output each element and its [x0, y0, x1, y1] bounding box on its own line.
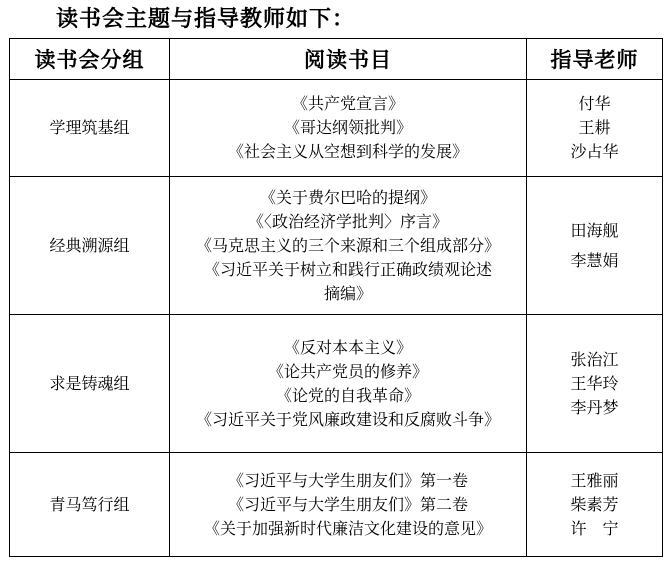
group-name: 经典溯源组	[10, 177, 170, 315]
teacher-name: 田海舰	[570, 220, 619, 240]
teacher-name: 李慧娟	[570, 250, 619, 270]
teacher-name: 李丹梦	[570, 397, 619, 417]
teacher-name: 柴素芳	[570, 494, 619, 514]
table-row	[10, 315, 663, 453]
book-title: 《论党的自我革命》	[275, 385, 420, 405]
teacher-list	[527, 315, 663, 453]
book-title: 《习近平关于党风廉政建设和反腐败斗争》	[195, 409, 500, 429]
book-title: 《习近平与大学生朋友们》第二卷	[227, 494, 468, 514]
header-group: 读书会分组	[10, 39, 170, 80]
teacher-name: 许 宁	[570, 518, 619, 538]
book-list	[170, 453, 527, 557]
book-title: 《关于费尔巴哈的提纲》	[259, 187, 436, 207]
reading-group-table	[9, 38, 663, 557]
page-title: 读书会主题与指导教师如下：	[56, 6, 356, 32]
book-title: 《社会主义从空想到科学的发展》	[227, 142, 468, 161]
teacher-list	[527, 453, 663, 557]
book-title: 《论共产党员的修养》	[267, 361, 428, 381]
book-title: 《习近平关于树立和践行正确政绩观论述	[203, 259, 492, 279]
header-teachers: 指导老师	[527, 39, 663, 80]
teacher-name: 王雅丽	[570, 470, 619, 490]
group-name: 学理筑基组	[10, 80, 170, 177]
teacher-name: 付华	[578, 94, 611, 113]
book-title: 《〈政治经济学批判〉序言》	[247, 211, 448, 231]
header-books: 阅读书目	[170, 39, 527, 80]
book-list	[170, 315, 527, 453]
book-title: 《共产党宣言》	[291, 94, 404, 113]
group-name: 青马笃行组	[10, 453, 170, 557]
book-title: 《关于加强新时代廉洁文化建设的意见》	[203, 518, 492, 538]
teacher-list	[527, 80, 663, 177]
book-list	[170, 80, 527, 177]
book-title: 摘编》	[323, 283, 372, 303]
book-title: 《马克思主义的三个来源和三个组成部分》	[195, 235, 500, 255]
table-row	[10, 177, 663, 315]
book-title: 《哥达纲领批判》	[283, 118, 412, 137]
book-title: 《习近平与大学生朋友们》第一卷	[227, 470, 468, 490]
table-row	[10, 453, 663, 557]
group-name: 求是铸魂组	[10, 315, 170, 453]
table-row	[10, 80, 663, 177]
teacher-name: 张治江	[570, 349, 619, 369]
teacher-name: 王华玲	[570, 373, 619, 393]
book-list	[170, 177, 527, 315]
table-header-row	[10, 39, 663, 80]
teacher-name: 沙占华	[570, 142, 619, 161]
teacher-list	[527, 177, 663, 315]
book-title: 《反对本本主义》	[283, 337, 412, 357]
teacher-name: 王耕	[578, 118, 611, 137]
